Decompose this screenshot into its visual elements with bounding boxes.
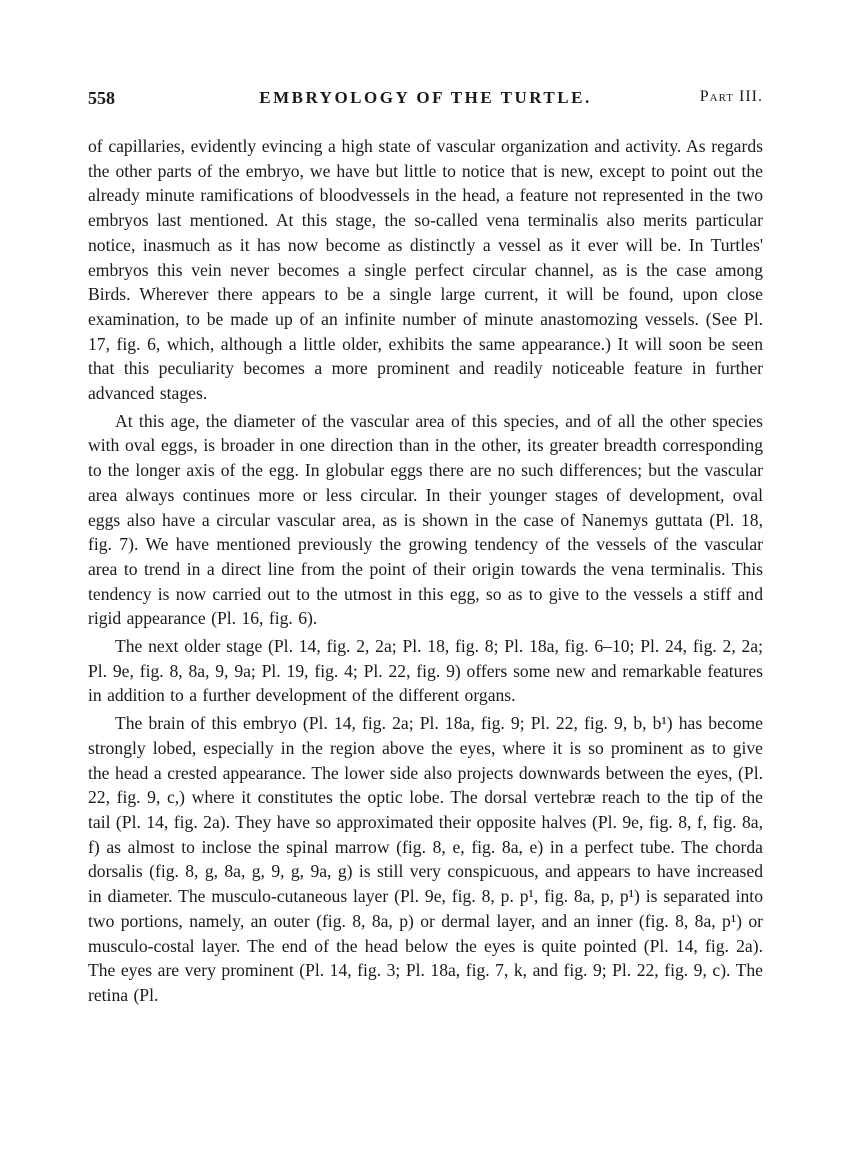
page-header [88,88,763,114]
paragraph-brain: The brain of this embryo (Pl. 14, fig. 2a; Pl. 18a, fig. 9; Pl. 22, fig. 9, b, b¹) has become strongly lobed, especially in the region above the eyes, where it is so prominent as to give the head a crested appearance. The lower side also projects downwards between the eyes, (Pl. 22, fig. 9, c,) where it constitutes the optic lobe. The dorsal vertebræ reach to the tip of the tail (Pl. 14, fig. 2a). They have so approximated their opposite halves (Pl. 9e, fig. 8, f, fig. 8a, f) as almost to inclose the spinal marrow (fig. 8, e, fig. 8a, e) in a perfect tube. The chorda dorsalis (fig. 8, g, 8a, g, 9, g, 9a, g) is still very conspicuous, and appears to have increased in diameter. The musculo-cutaneous layer (Pl. 9e, fig. 8, p. p¹, fig. 8a, p, p¹) is separated into two portions, namely, an outer (fig. 8, 8a, p) or dermal layer, and an inner (fig. 8, 8a, p¹) or musculo-costal layer. The end of the head below the eyes is quite pointed (Pl. 14, fig. 2a). The eyes are very prominent (Pl. 14, fig. 3; Pl. 18a, fig. 7, k, and fig. 9; Pl. 22, fig. 9, c). The retina (Pl. [88,713,763,1005]
paragraph-vascular-area: At this age, the diameter of the vascular area of this species, and of all the other species with oval eggs, is broader in one direction than in the other, its greater breadth corresponding to the longer axis of the egg. In globular eggs there are no such differences; but the vascular area always continues more or less circular. In their younger stages of development, oval eggs also have a circular vascular area, as is shown in the case of Nanemys guttata (Pl. 18, fig. 7). We have mentioned previously the growing tendency of the vessels of the vascular area to trend in a direct line from the point of their origin towards the vena terminalis. This tendency is now carried out to the utmost in this egg, so as to give to the vessels a stiff and rigid appearance (Pl. 16, fig. 6). [88,410,763,629]
body-text [88,134,763,1008]
running-title: EMBRYOLOGY OF THE TURTLE. [259,88,592,107]
book-page [88,88,763,1008]
part-label: Part III. [699,88,763,105]
page-number: 558 [88,88,115,108]
paragraph-continuation: of capillaries, evidently evincing a high state of vascular organization and activity. As regards the other parts of the embryo, we have but little to notice that is new, except to point out the already minute ramifications of bloodvessels in the head, a feature not represented in the two embryos last mentioned. At this stage, the so-called vena terminalis also merits particular notice, inasmuch as it has now become as distinctly a vessel as it ever will be. In Turtles' embryos this vein never becomes a single perfect circular channel, as is the case among Birds. Wherever there appears to be a single large current, it will be found, upon close examination, to be made up of an infinite number of minute anastomozing vessels. (See Pl. 17, fig. 6, which, although a little older, exhibits the same appearance.) It will soon be seen that this peculiarity becomes a more prominent and readily noticeable feature in further advanced stages. [88,136,763,404]
paragraph-next-stage: The next older stage (Pl. 14, fig. 2, 2a; Pl. 18, fig. 8; Pl. 18a, fig. 6–10; Pl. 24, fig. 2, 2a; Pl. 9e, fig. 8, 8a, 9, 9a; Pl. 19, fig. 4; Pl. 22, fig. 9) offers some new and remarkable features in addition to a further development of the different organs. [88,636,763,706]
